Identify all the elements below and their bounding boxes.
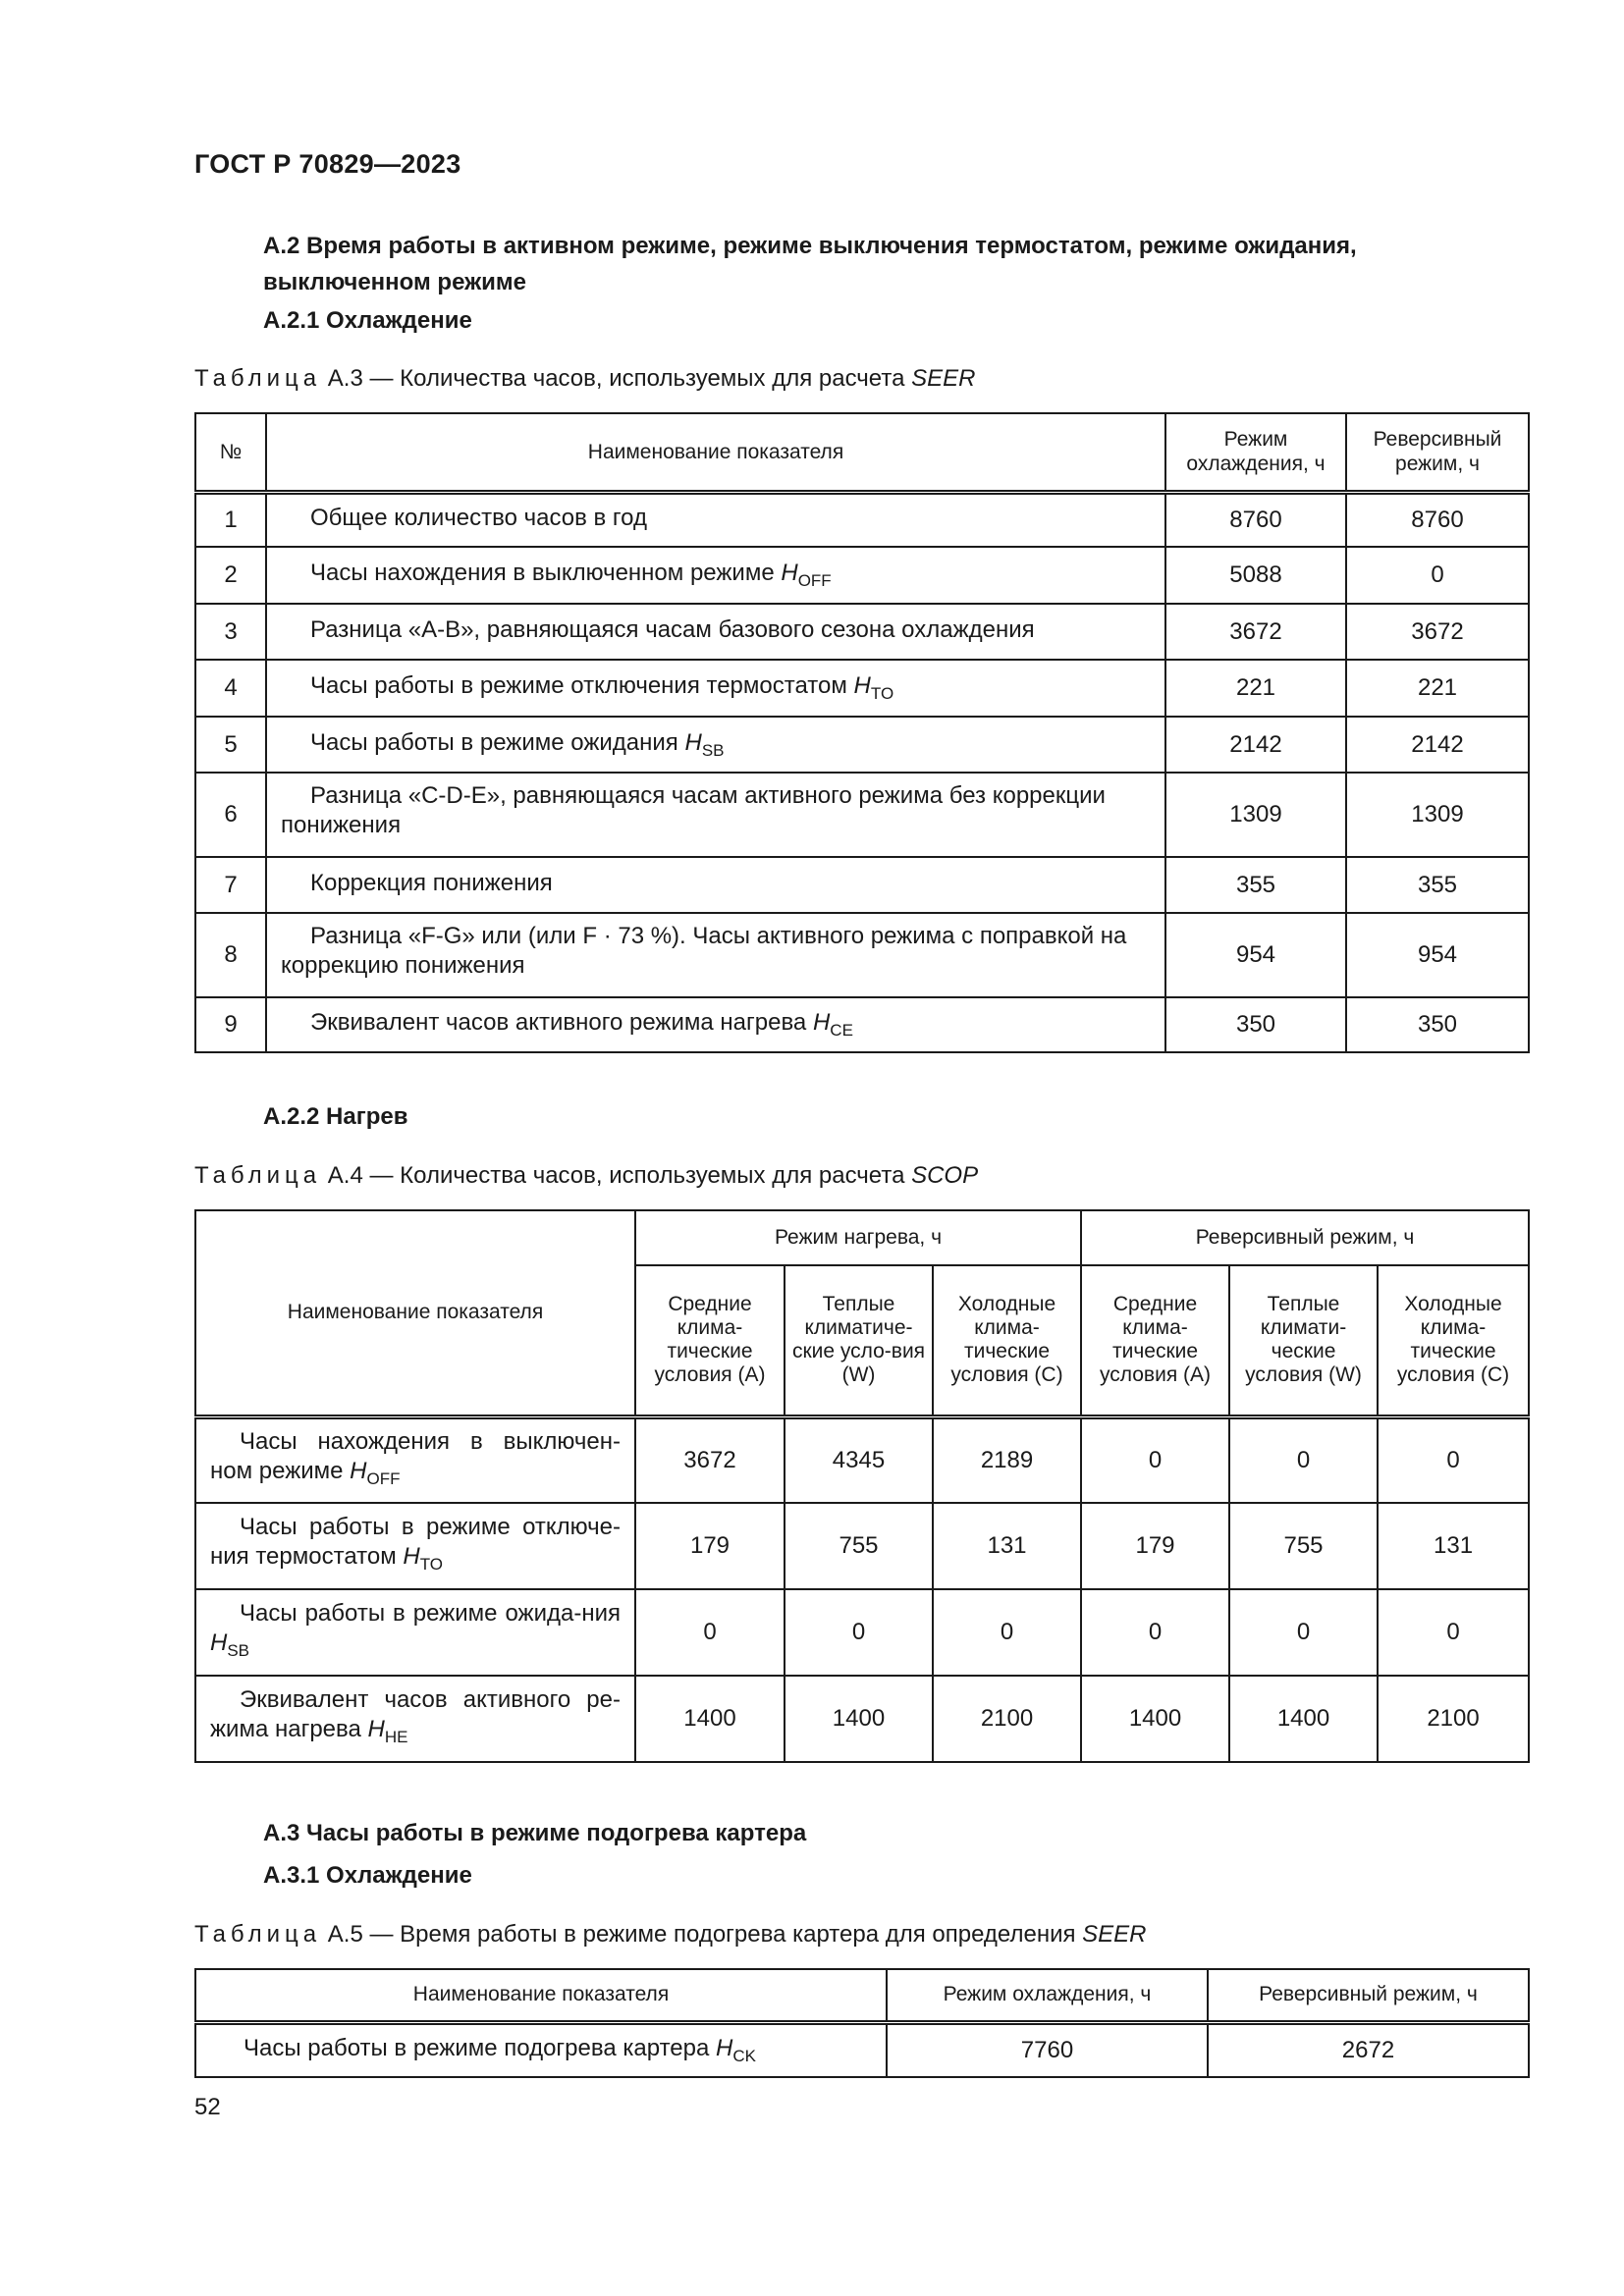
caption-italic: SCOP [911,1162,979,1189]
table-a4-caption [194,1162,978,1190]
row-value: 3672 [635,1416,785,1503]
caption-prefix: Таблица [194,1162,322,1189]
header-rev: Реверсивный режим, ч [1346,413,1529,492]
row-name: Часы работы в режиме ожида-ния $H_{SB}$ [195,1589,635,1676]
row-value: 0 [1378,1416,1529,1503]
caption-text: А.5 — Время работы в режиме подогрева картера для определения [321,1921,1083,1948]
header-name: Наименование показателя [195,1969,887,2022]
row-name: Часы работы в режиме отключения термостатом $H_{TO}$ [266,660,1165,717]
row-cool: 350 [1165,997,1346,1052]
row-value: 755 [785,1503,933,1589]
header-heat-cold: Холодные клима-тические условия (С) [933,1265,1081,1416]
row-value: 1400 [785,1676,933,1762]
table-row [195,997,1529,1052]
row-value: 755 [1229,1503,1378,1589]
row-rev: 350 [1346,997,1529,1052]
row-cool: 1309 [1165,773,1346,857]
header-name: Наименование показателя [195,1210,635,1416]
row-num: 6 [195,773,266,857]
caption-text: А.3 — Количества часов, используемых для расчета [321,365,912,392]
row-cool: 5088 [1165,547,1346,604]
row-value: 2189 [933,1416,1081,1503]
row-num: 5 [195,717,266,773]
row-value: 0 [933,1589,1081,1676]
row-cool: 355 [1165,857,1346,913]
row-name: Часы работы в режиме подогрева картера $H_{CK}$ [195,2022,887,2077]
table-row [195,547,1529,604]
table-row [195,717,1529,773]
table-row [195,492,1529,547]
row-name: Эквивалент часов активного режима нагрева $H_{CE}$ [266,997,1165,1052]
row-value: 4345 [785,1416,933,1503]
section-a22-title: А.2.2 Нагрев [263,1103,408,1130]
row-value: 0 [1229,1589,1378,1676]
row-cool: 2142 [1165,717,1346,773]
table-row [195,1416,1529,1503]
row-num: 8 [195,913,266,997]
row-name: Общее количество часов в год [266,492,1165,547]
row-value: 179 [1081,1503,1229,1589]
table-a3 [194,412,1530,1053]
table-row [195,1676,1529,1762]
header-rev: Реверсивный режим, ч [1208,1969,1529,2022]
row-num: 3 [195,604,266,660]
caption-prefix: Таблица [194,1921,322,1948]
table-row [195,913,1529,997]
row-cool: 8760 [1165,492,1346,547]
row-value: 1400 [635,1676,785,1762]
row-num: 2 [195,547,266,604]
row-cool: 954 [1165,913,1346,997]
section-a21-title: А.2.1 Охлаждение [263,307,472,334]
table-a4 [194,1209,1530,1763]
row-cool: 7760 [887,2022,1208,2077]
row-rev: 954 [1346,913,1529,997]
row-value: 0 [785,1589,933,1676]
document-header: ГОСТ Р 70829—2023 [194,149,461,179]
row-value: 1400 [1229,1676,1378,1762]
row-cool: 3672 [1165,604,1346,660]
row-rev: 2142 [1346,717,1529,773]
row-rev: 1309 [1346,773,1529,857]
table-row [195,1503,1529,1589]
header-rev-warm: Теплые климати-ческие условия (W) [1229,1265,1378,1416]
table-row [195,604,1529,660]
row-name: Часы нахождения в выключенном режиме $H_{OFF}$ [266,547,1165,604]
table-a5-caption [194,1921,1147,1949]
row-value: 131 [1378,1503,1529,1589]
row-value: 131 [933,1503,1081,1589]
row-num: 7 [195,857,266,913]
header-heat-warm: Теплые климатиче-ские усло-вия (W) [785,1265,933,1416]
row-value: 2100 [933,1676,1081,1762]
row-num: 1 [195,492,266,547]
row-name: Разница «C-D-E», равняющаяся часам активного режима без коррекции понижения [266,773,1165,857]
row-rev: 2672 [1208,2022,1529,2077]
header-heat-avg: Средние клима-тические условия (А) [635,1265,785,1416]
table-row [195,660,1529,717]
caption-prefix: Таблица [194,365,322,392]
header-num: № [195,413,266,492]
row-name: Эквивалент часов активного ре-жима нагрева $H_{HE}$ [195,1676,635,1762]
header-rev-avg: Средние клима-тические условия (А) [1081,1265,1229,1416]
row-cool: 221 [1165,660,1346,717]
row-value: 179 [635,1503,785,1589]
row-name: Разница «А-В», равняющаяся часам базового сезона охлаждения [266,604,1165,660]
row-value: 2100 [1378,1676,1529,1762]
row-rev: 3672 [1346,604,1529,660]
row-rev: 355 [1346,857,1529,913]
table-row [195,2022,1529,2077]
row-name: Часы нахождения в выключен-ном режиме $H_{OFF}$ [195,1416,635,1503]
row-name: Часы работы в режиме отключе-ния термостатом $H_{TO}$ [195,1503,635,1589]
header-name: Наименование показателя [266,413,1165,492]
row-rev: 8760 [1346,492,1529,547]
header-cool: Режим охлаждения, ч [887,1969,1208,2022]
row-value: 0 [1229,1416,1378,1503]
row-value: 0 [1378,1589,1529,1676]
row-rev: 0 [1346,547,1529,604]
row-name: Разница «F-G» или (или F · 73 %). Часы активного режима с поправкой на коррекцию понижения [266,913,1165,997]
row-value: 1400 [1081,1676,1229,1762]
page-number: 52 [194,2094,221,2120]
header-rev-cold: Холодные клима-тические условия (С) [1378,1265,1529,1416]
table-row [195,1589,1529,1676]
table-a3-caption [194,365,975,393]
caption-text: А.4 — Количества часов, используемых для расчета [321,1162,912,1189]
table-row [195,773,1529,857]
section-a3-title: А.3 Часы работы в режиме подогрева картера [263,1820,807,1846]
row-value: 0 [635,1589,785,1676]
caption-italic: SEER [1082,1921,1147,1948]
row-value: 0 [1081,1589,1229,1676]
row-name: Часы работы в режиме ожидания $H_{SB}$ [266,717,1165,773]
section-a2-title: А.2 Время работы в активном режиме, режиме выключения термостатом, режиме ожидания, выключенном режиме [263,233,1357,295]
header-heat-group: Режим нагрева, ч [635,1210,1081,1265]
table-a5 [194,1968,1530,2078]
header-rev-group: Реверсивный режим, ч [1081,1210,1529,1265]
header-cool: Режим охлаждения, ч [1165,413,1346,492]
section-a31-title: А.3.1 Охлаждение [263,1862,472,1889]
row-num: 4 [195,660,266,717]
row-rev: 221 [1346,660,1529,717]
caption-italic: SEER [911,365,976,392]
row-num: 9 [195,997,266,1052]
row-value: 0 [1081,1416,1229,1503]
table-row [195,857,1529,913]
row-name: Коррекция понижения [266,857,1165,913]
